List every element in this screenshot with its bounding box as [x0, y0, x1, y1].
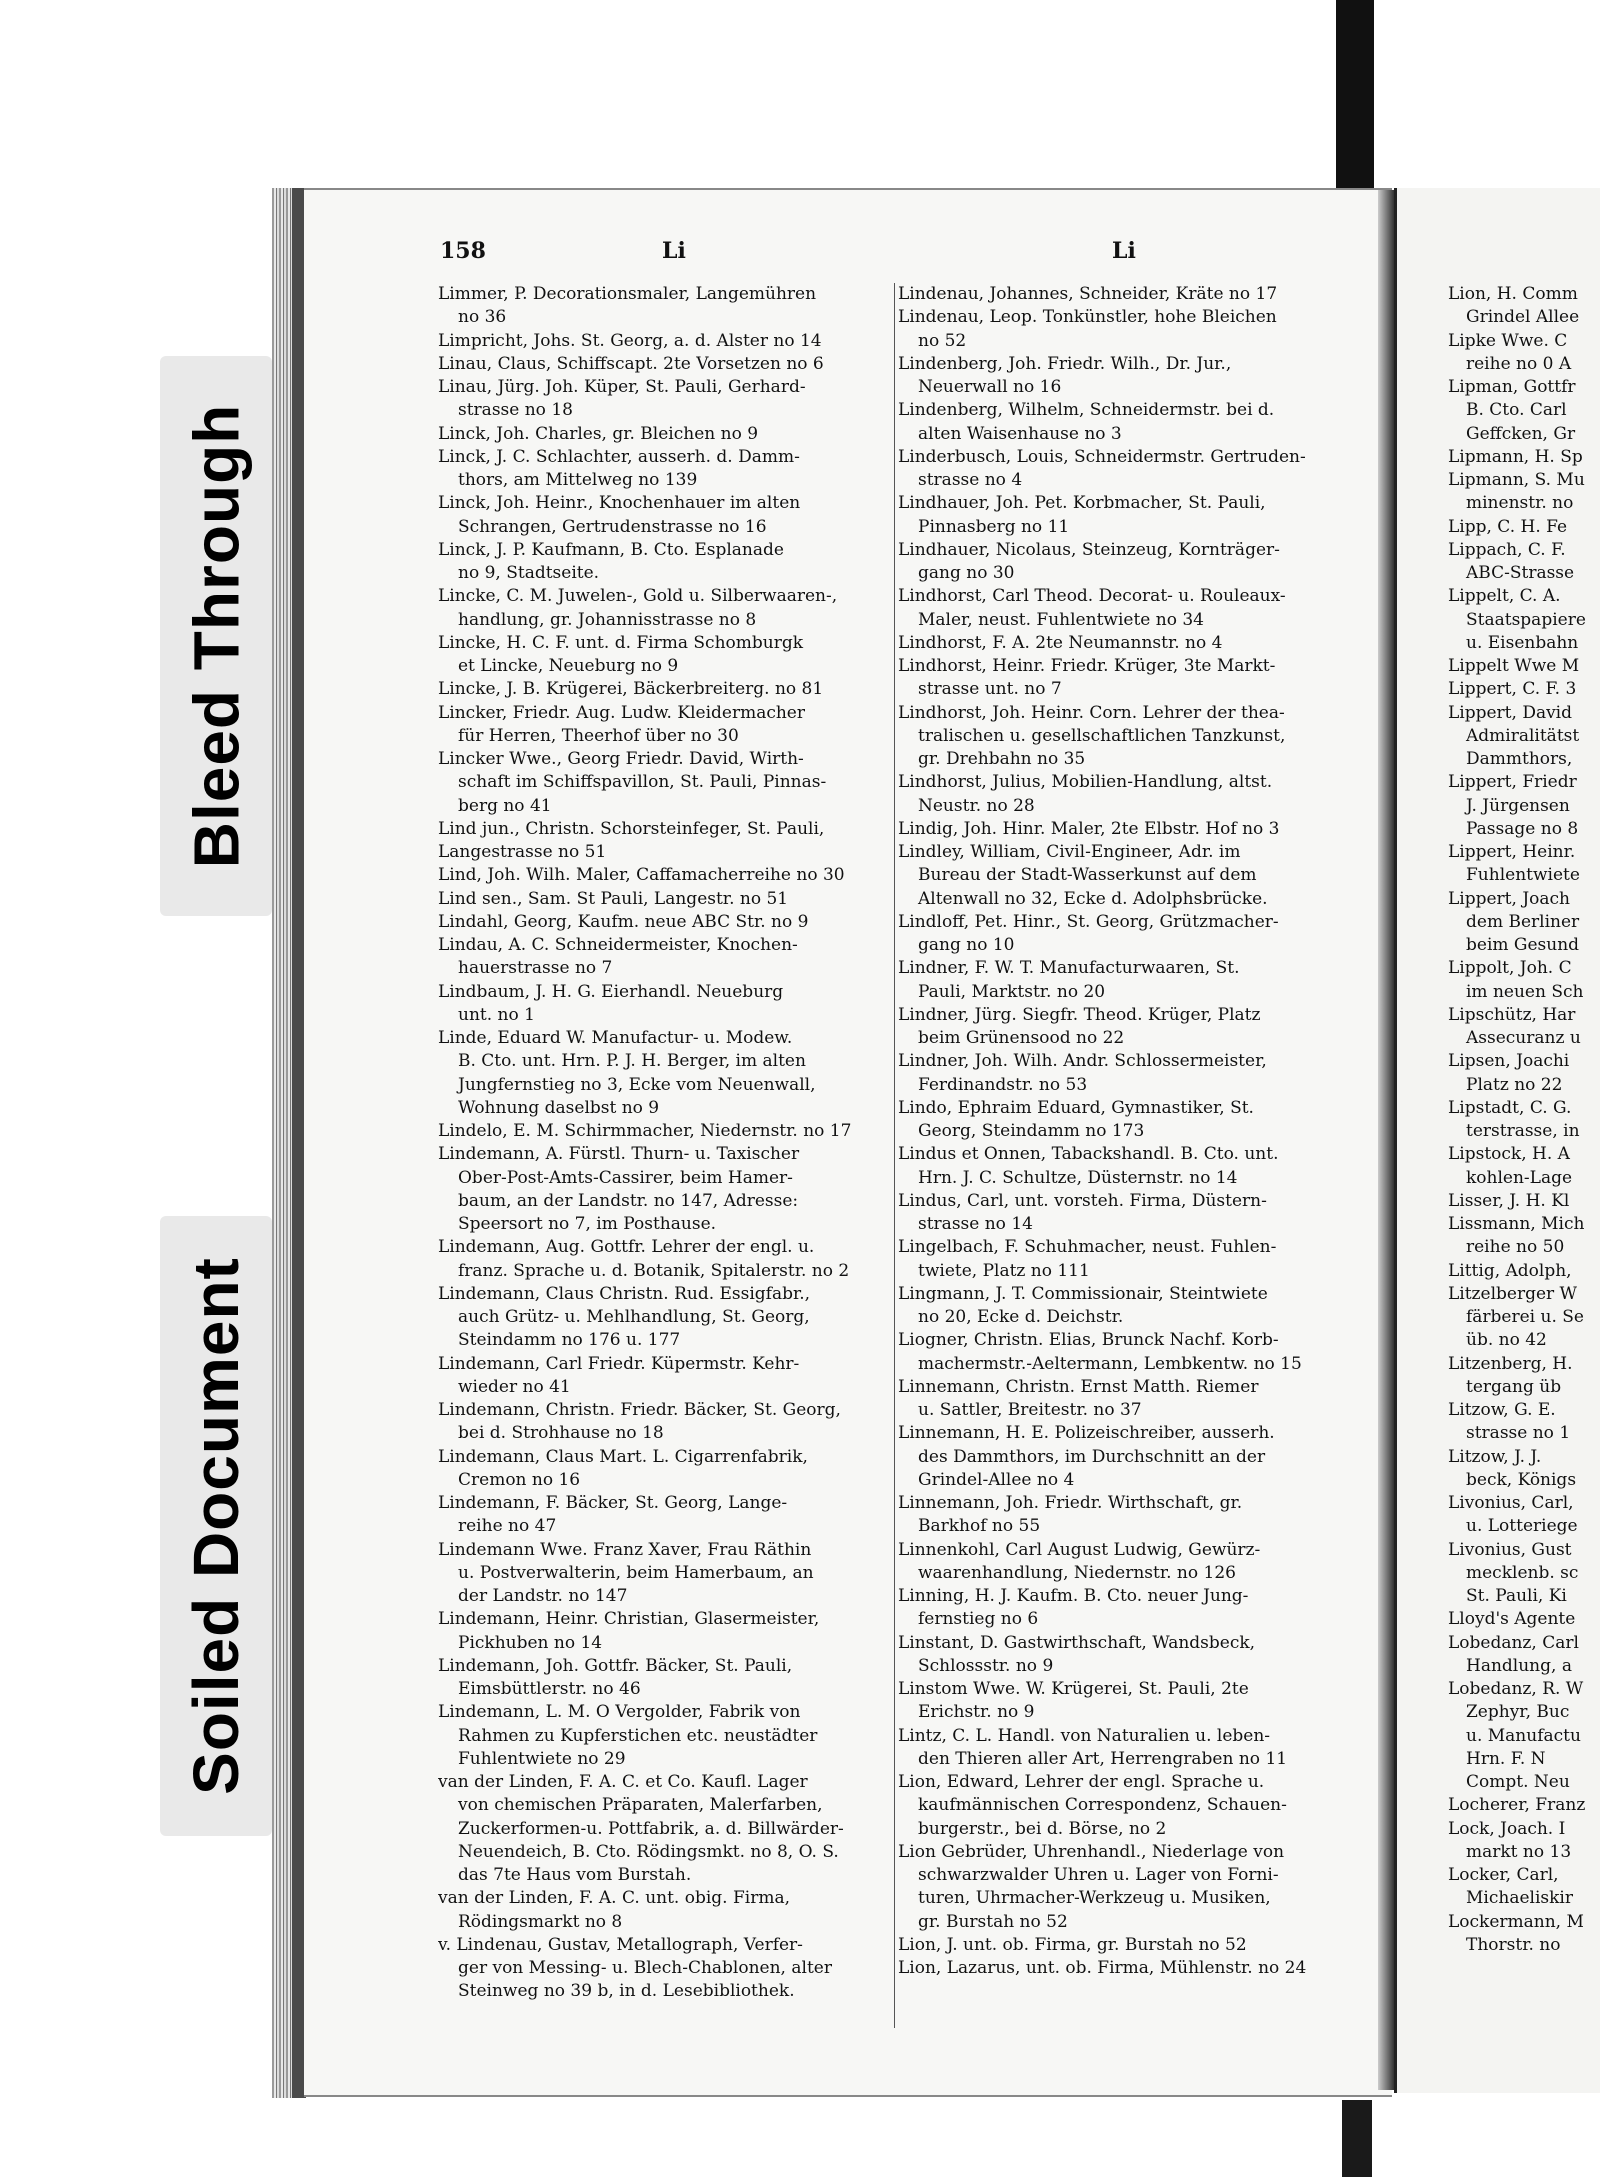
adjacent-page-line: Admiralitätst: [1466, 725, 1580, 746]
bleed-through-stamp: [160, 356, 272, 916]
directory-line: machermstr.-Aeltermann, Lembkentw. no 15: [918, 1353, 1302, 1374]
page-header: [440, 238, 1340, 278]
directory-line: Lion, Edward, Lehrer der engl. Sprache u.: [898, 1772, 1265, 1792]
directory-line: Lindley, William, Civil-Engineer, Adr. im: [898, 842, 1241, 862]
directory-line: bei d. Strohhause no 18: [458, 1423, 664, 1444]
adjacent-page-line: St. Pauli, Ki: [1466, 1586, 1567, 1606]
directory-line: Linau, Jürg. Joh. Küper, St. Pauli, Gerhard-: [438, 377, 806, 397]
directory-line: Steinweg no 39 b, in d. Lesebibliothek.: [458, 1981, 795, 2002]
adjacent-page-line: Lippach, C. F.: [1448, 539, 1566, 560]
directory-line: gr. Burstah no 52: [918, 1911, 1068, 1932]
directory-line: Rahmen zu Kupferstichen etc. neustädter: [458, 1725, 818, 1746]
directory-line: Lindus et Onnen, Tabackshandl. B. Cto. unt.: [898, 1144, 1279, 1165]
directory-line: Lind jun., Christn. Schorsteinfeger, St. Pauli,: [438, 818, 825, 839]
directory-line: Altenwall no 32, Ecke d. Adolphsbrücke.: [918, 888, 1268, 909]
directory-line: Linnemann, H. E. Polizeischreiber, ausserh.: [898, 1423, 1275, 1444]
directory-line: Lincke, J. B. Krügerei, Bäckerbreiterg. no 81: [438, 679, 824, 700]
directory-line: für Herren, Theerhof über no 30: [458, 725, 739, 746]
directory-line: Lindemann, Claus Christn. Rud. Essigfabr.,: [438, 1283, 811, 1304]
adjacent-page-line: J. Jürgensen: [1466, 795, 1570, 816]
directory-line: gang no 10: [918, 935, 1015, 955]
directory-line: Pinnasberg no 11: [918, 516, 1070, 537]
archive-tab-top: [1336, 0, 1374, 200]
directory-line: Linnenkohl, Carl August Ludwig, Gewürz-: [898, 1539, 1261, 1560]
directory-line: kaufmännischen Correspondenz, Schauen-: [918, 1795, 1287, 1816]
adjacent-page-line: Lippert, C. F. 3: [1448, 679, 1577, 700]
directory-line: Lindemann Wwe. Franz Xaver, Frau Räthin: [438, 1539, 812, 1560]
directory-line: Lindo, Ephraim Eduard, Gymnastiker, St.: [898, 1097, 1254, 1118]
adjacent-page-line: färberei u. Se: [1466, 1307, 1584, 1327]
adjacent-page-line: Lisser, J. H. Kl: [1448, 1190, 1570, 1211]
directory-line: Lingelbach, F. Schuhmacher, neust. Fuhlen-: [898, 1237, 1277, 1258]
directory-line: Lindemann, F. Bäcker, St. Georg, Lange-: [438, 1493, 788, 1513]
directory-line: Barkhof no 55: [918, 1516, 1041, 1537]
directory-line: Lindloff, Pet. Hinr., St. Georg, Grützmacher-: [898, 911, 1279, 932]
adjacent-page-line: im neuen Sch: [1466, 981, 1584, 1002]
directory-line: Liogner, Christn. Elias, Brunck Nachf. Korb-: [898, 1330, 1279, 1351]
adjacent-page-line: u. Manufactu: [1466, 1725, 1581, 1746]
adjacent-page-line: Lippert, Joach: [1448, 888, 1570, 909]
directory-line: schaft im Schiffspavillon, St. Pauli, Pinnas-: [458, 772, 827, 793]
directory-line: Georg, Steindamm no 173: [918, 1121, 1145, 1141]
adjacent-page-column: [1448, 283, 1600, 1957]
directory-line: strasse no 18: [458, 400, 573, 421]
directory-line: Lingmann, J. T. Commissionair, Steintwiete: [898, 1283, 1268, 1304]
adjacent-page-line: Grindel Allee: [1466, 307, 1580, 328]
adjacent-page-line: dem Berliner: [1466, 911, 1580, 932]
directory-line: Lindhorst, Julius, Mobilien-Handlung, altst.: [898, 772, 1273, 793]
soiled-document-stamp: [160, 1216, 272, 1836]
directory-line: Linstom Wwe. W. Krügerei, St. Pauli, 2te: [898, 1679, 1249, 1699]
directory-line: Zuckerformen-u. Pottfabrik, a. d. Billwärder-: [458, 1818, 844, 1839]
adjacent-page-line: Lipke Wwe. C: [1448, 330, 1568, 351]
adjacent-page-line: Lippert, David: [1448, 702, 1573, 723]
running-head-right: Li: [1112, 238, 1136, 264]
directory-line: Rödingsmarkt no 8: [458, 1911, 623, 1932]
directory-line: Langestrasse no 51: [438, 842, 607, 862]
directory-line: schwarzwalder Uhren u. Lager von Forni-: [918, 1865, 1279, 1885]
directory-line: gr. Drehbahn no 35: [918, 749, 1086, 769]
directory-line: turen, Uhrmacher-Werkzeug u. Musiken,: [918, 1888, 1271, 1909]
adjacent-page-line: B. Cto. Carl: [1466, 400, 1567, 421]
directory-line: Lincker Wwe., Georg Friedr. David, Wirth-: [438, 749, 804, 769]
directory-line: Lindemann, Joh. Gottfr. Bäcker, St. Pauli,: [438, 1655, 793, 1676]
adjacent-page-line: Lipschütz, Har: [1448, 1004, 1576, 1025]
directory-line: Speersort no 7, im Posthause.: [458, 1214, 717, 1234]
adjacent-page-line: Staatspapiere: [1466, 609, 1586, 630]
directory-line: Lind, Joh. Wilh. Maler, Caffamacherreihe no 30: [438, 865, 845, 886]
directory-line: Neustr. no 28: [918, 795, 1035, 816]
adjacent-page-line: Lipsen, Joachi: [1448, 1051, 1570, 1072]
running-head-left: Li: [662, 238, 686, 264]
directory-line: Grindel-Allee no 4: [918, 1469, 1075, 1490]
directory-line: Schlossstr. no 9: [918, 1655, 1054, 1676]
directory-line: Lindner, Jürg. Siegfr. Theod. Krüger, Platz: [898, 1004, 1261, 1025]
bleed-through-label: Bleed Through: [180, 403, 252, 869]
directory-line: no 52: [918, 330, 967, 351]
directory-line: baum, an der Landstr. no 147, Adresse:: [458, 1190, 799, 1211]
adjacent-page-line: Lippelt Wwe M: [1448, 656, 1580, 676]
directory-line: Lindner, Joh. Wilh. Andr. Schlossermeister,: [898, 1051, 1267, 1072]
adjacent-page-line: markt no 13: [1466, 1841, 1572, 1862]
adjacent-page-line: Litzow, J. J.: [1448, 1446, 1542, 1467]
directory-line: Linstant, D. Gastwirthschaft, Wandsbeck,: [898, 1632, 1256, 1653]
adjacent-page-line: minenstr. no: [1466, 493, 1574, 514]
directory-line: Lincke, H. C. F. unt. d. Firma Schomburgk: [438, 632, 804, 653]
adjacent-page-line: Passage no 8: [1466, 818, 1579, 839]
adjacent-page-line: Hrn. F. N: [1466, 1748, 1546, 1769]
adjacent-page-line: Lipstadt, C. G.: [1448, 1097, 1572, 1118]
directory-line: Lion, Lazarus, unt. ob. Firma, Mühlenstr. no 24: [898, 1958, 1307, 1978]
adjacent-page-line: Lipman, Gottfr: [1448, 377, 1576, 397]
directory-line: alten Waisenhause no 3: [918, 423, 1122, 444]
column-divider: [894, 283, 895, 2028]
directory-line: Lion Gebrüder, Uhrenhandl., Niederlage von: [898, 1841, 1285, 1862]
directory-line: Bureau der Stadt-Wasserkunst auf dem: [918, 865, 1257, 886]
directory-line: Lind sen., Sam. St Pauli, Langestr. no 51: [438, 888, 789, 909]
directory-line: Limpricht, Johs. St. Georg, a. d. Alster no 14: [438, 330, 822, 351]
directory-line: Hrn. J. C. Schultze, Düsternstr. no 14: [918, 1167, 1238, 1188]
adjacent-page-line: u. Lotteriege: [1466, 1516, 1578, 1537]
adjacent-page-line: Lippelt, C. A.: [1448, 586, 1561, 607]
directory-line: das 7te Haus vom Burstah.: [458, 1865, 692, 1885]
directory-line: Lindahl, Georg, Kaufm. neue ABC Str. no 9: [438, 911, 809, 932]
adjacent-page-line: Michaeliskir: [1466, 1888, 1573, 1909]
directory-line: waarenhandlung, Niedernstr. no 126: [918, 1562, 1236, 1583]
adjacent-page-line: Locker, Carl,: [1448, 1865, 1559, 1885]
directory-line: Fuhlentwiete no 29: [458, 1748, 626, 1769]
directory-line: Lindus, Carl, unt. vorsteh. Firma, Düstern-: [898, 1190, 1267, 1211]
directory-line: Ferdinandstr. no 53: [918, 1074, 1088, 1095]
adjacent-page-line: kohlen-Lage: [1466, 1167, 1573, 1188]
directory-line: Pauli, Marktstr. no 20: [918, 981, 1106, 1002]
adjacent-page-line: Litzenberg, H.: [1448, 1353, 1573, 1374]
adjacent-page-line: ABC-Strasse: [1466, 563, 1575, 583]
soiled-document-label: Soiled Document: [180, 1257, 252, 1795]
adjacent-page-line: Litzow, G. E.: [1448, 1400, 1556, 1420]
directory-line: Lindhorst, Carl Theod. Decorat- u. Rouleaux-: [898, 586, 1286, 607]
archive-tab-bottom: [1342, 2100, 1372, 2177]
directory-line: Lindig, Joh. Hinr. Maler, 2te Elbstr. Hof no 3: [898, 818, 1280, 839]
adjacent-page-line: Littig, Adolph,: [1448, 1260, 1572, 1281]
directory-line: v. Lindenau, Gustav, Metallograph, Verfer-: [438, 1934, 803, 1955]
directory-line: Lindner, F. W. T. Manufacturwaaren, St.: [898, 958, 1240, 979]
adjacent-page-line: tergang üb: [1466, 1376, 1562, 1397]
directory-line: Lindenberg, Joh. Friedr. Wilh., Dr. Jur.,: [898, 353, 1232, 374]
directory-line: Maler, neust. Fuhlentwiete no 34: [918, 609, 1204, 630]
directory-line: twiete, Platz no 111: [918, 1260, 1090, 1281]
directory-line: reihe no 47: [458, 1516, 557, 1537]
adjacent-page-line: Platz no 22: [1466, 1074, 1563, 1095]
adjacent-page-line: Lobedanz, Carl: [1448, 1632, 1579, 1653]
adjacent-page-line: Livonius, Carl,: [1448, 1493, 1574, 1513]
directory-line: Neuerwall no 16: [918, 377, 1062, 397]
directory-line: Neuendeich, B. Cto. Rödingsmkt. no 8, O. S.: [458, 1841, 839, 1862]
directory-line: den Thieren aller Art, Herrengraben no 11: [918, 1748, 1288, 1769]
directory-line: no 20, Ecke d. Deichstr.: [918, 1307, 1124, 1327]
directory-line: berg no 41: [458, 795, 552, 816]
adjacent-page-line: reihe no 0 A: [1466, 353, 1572, 374]
directory-line: no 36: [458, 307, 507, 328]
directory-line: franz. Sprache u. d. Botanik, Spitalerstr. no 2: [458, 1260, 850, 1281]
directory-line: strasse no 4: [918, 470, 1023, 490]
directory-line: strasse unt. no 7: [918, 679, 1062, 700]
adjacent-page-line: Lockermann, M: [1448, 1911, 1584, 1932]
adjacent-page-line: Geffcken, Gr: [1466, 423, 1576, 444]
directory-line: Lindemann, Claus Mart. L. Cigarrenfabrik,: [438, 1446, 808, 1467]
adjacent-page-line: Litzelberger W: [1448, 1283, 1578, 1304]
adjacent-page-line: Lloyd's Agente: [1448, 1609, 1576, 1630]
directory-line: Linning, H. J. Kaufm. B. Cto. neuer Jung-: [898, 1586, 1249, 1606]
directory-line: Linck, J. C. Schlachter, ausserh. d. Damm-: [438, 446, 800, 467]
directory-line: Limmer, P. Decorationsmaler, Langemühren: [438, 284, 817, 304]
adjacent-page-line: Lipmann, S. Mu: [1448, 470, 1585, 490]
adjacent-page-line: Lissmann, Mich: [1448, 1214, 1585, 1234]
directory-line: van der Linden, F. A. C. unt. obig. Firma,: [438, 1888, 790, 1909]
directory-line: no 9, Stadtseite.: [458, 563, 600, 583]
directory-line: Lindemann, A. Fürstl. Thurn- u. Taxischer: [438, 1144, 800, 1165]
adjacent-page-line: üb. no 42: [1466, 1330, 1547, 1351]
adjacent-page-line: Lippolt, Joh. C: [1448, 958, 1572, 979]
adjacent-page-line: reihe no 50: [1466, 1237, 1565, 1258]
adjacent-page-line: Lipstock, H. A: [1448, 1144, 1570, 1165]
directory-line: wieder no 41: [458, 1376, 571, 1397]
adjacent-page-line: Fuhlentwiete: [1466, 865, 1580, 886]
adjacent-page-line: Zephyr, Buc: [1466, 1702, 1570, 1723]
directory-line: Schrangen, Gertrudenstrasse no 16: [458, 516, 767, 537]
directory-line: Lindhauer, Nicolaus, Steinzeug, Kornträger-: [898, 539, 1280, 560]
adjacent-page-line: terstrasse, in: [1466, 1121, 1580, 1141]
adjacent-page-line: Assecuranz u: [1466, 1028, 1581, 1048]
directory-line: Lincker, Friedr. Aug. Ludw. Kleidermacher: [438, 702, 805, 723]
directory-line: Erichstr. no 9: [918, 1702, 1035, 1723]
adjacent-page-line: Lock, Joach. I: [1448, 1818, 1566, 1839]
directory-line: der Landstr. no 147: [458, 1586, 628, 1606]
directory-line: Eimsbüttlerstr. no 46: [458, 1679, 641, 1699]
directory-line: Linau, Claus, Schiffscapt. 2te Vorsetzen no 6: [438, 353, 824, 374]
directory-line: B. Cto. unt. Hrn. P. J. H. Berger, im alten: [458, 1051, 806, 1072]
directory-line: Ober-Post-Amts-Cassirer, beim Hamer-: [458, 1167, 793, 1188]
directory-line: Lindenberg, Wilhelm, Schneidermstr. bei d.: [898, 400, 1275, 421]
adjacent-page-line: mecklenb. sc: [1466, 1562, 1579, 1583]
directory-line: Lincke, C. M. Juwelen-, Gold u. Silberwaaren-,: [438, 586, 838, 607]
directory-line: von chemischen Präparaten, Malerfarben,: [458, 1795, 823, 1816]
directory-line: auch Grütz- u. Mehlhandlung, St. Georg,: [458, 1307, 810, 1327]
directory-line: u. Sattler, Breitestr. no 37: [918, 1400, 1142, 1420]
directory-line: burgerstr., bei d. Börse, no 2: [918, 1818, 1167, 1839]
directory-line: Cremon no 16: [458, 1469, 581, 1490]
directory-line: Linnemann, Joh. Friedr. Wirthschaft, gr.: [898, 1493, 1243, 1513]
directory-line: Lindbaum, J. H. G. Eierhandl. Neueburg: [438, 981, 784, 1002]
directory-line: strasse no 14: [918, 1214, 1033, 1234]
directory-line: Linnemann, Christn. Ernst Matth. Riemer: [898, 1376, 1259, 1397]
directory-line: Linck, Joh. Heinr., Knochenhauer im alten: [438, 493, 801, 514]
directory-line: hauerstrasse no 7: [458, 958, 613, 979]
directory-line: Jungfernstieg no 3, Ecke vom Neuenwall,: [458, 1074, 816, 1095]
directory-line: unt. no 1: [458, 1004, 535, 1025]
directory-line: Lindhorst, F. A. 2te Neumannstr. no 4: [898, 632, 1223, 653]
adjacent-page-line: Lion, H. Comm: [1448, 284, 1578, 304]
directory-line: Linck, J. P. Kaufmann, B. Cto. Esplanade: [438, 539, 784, 560]
directory-line: thors, am Mittelweg no 139: [458, 470, 698, 490]
adjacent-page-line: Lippert, Heinr.: [1448, 842, 1576, 862]
directory-line: Linderbusch, Louis, Schneidermstr. Gertruden-: [898, 446, 1306, 467]
directory-line: Lindenau, Johannes, Schneider, Kräte no 17: [898, 284, 1278, 304]
directory-line: gang no 30: [918, 563, 1015, 583]
directory-line: Linck, Joh. Charles, gr. Bleichen no 9: [438, 423, 759, 444]
directory-line: Lindau, A. C. Schneidermeister, Knochen-: [438, 935, 798, 955]
directory-line: Lindenau, Leop. Tonkünstler, hohe Bleichen: [898, 307, 1277, 328]
left-column: [438, 283, 892, 2004]
adjacent-page-line: Handlung, a: [1466, 1655, 1572, 1676]
adjacent-page-line: Thorstr. no: [1466, 1934, 1561, 1955]
directory-line: Lion, J. unt. ob. Firma, gr. Burstah no 52: [898, 1934, 1247, 1955]
adjacent-page-line: Lipmann, H. Sp: [1448, 446, 1583, 467]
directory-line: ger von Messing- u. Blech-Chablonen, alter: [458, 1958, 832, 1978]
directory-line: Lindemann, Christn. Friedr. Bäcker, St. Georg,: [438, 1400, 841, 1420]
directory-line: Lindhorst, Joh. Heinr. Corn. Lehrer der thea-: [898, 702, 1285, 723]
gutter-shadow: [1378, 190, 1394, 2090]
directory-line: Lindemann, L. M. O Vergolder, Fabrik von: [438, 1702, 801, 1723]
directory-line: tralischen u. gesellschaftlichen Tanzkunst,: [918, 725, 1286, 746]
adjacent-page-line: Locherer, Franz: [1448, 1795, 1586, 1816]
adjacent-page-line: strasse no 1: [1466, 1423, 1571, 1444]
adjacent-page-line: Lobedanz, R. W: [1448, 1679, 1584, 1699]
directory-line: fernstieg no 6: [918, 1609, 1039, 1630]
directory-line: van der Linden, F. A. C. et Co. Kaufl. Lager: [438, 1772, 808, 1792]
directory-line: Pickhuben no 14: [458, 1632, 603, 1653]
adjacent-page-line: Lipp, C. H. Fe: [1448, 516, 1568, 537]
directory-line: Lindelo, E. M. Schirmmacher, Niedernstr. no 17: [438, 1121, 852, 1141]
directory-line: handlung, gr. Johannisstrasse no 8: [458, 609, 757, 630]
directory-line: Lindhauer, Joh. Pet. Korbmacher, St. Pauli,: [898, 493, 1266, 514]
directory-line: Lindemann, Heinr. Christian, Glasermeister,: [438, 1609, 820, 1630]
directory-line: des Dammthors, im Durchschnitt an der: [918, 1446, 1266, 1467]
directory-line: Lindemann, Carl Friedr. Küpermstr. Kehr-: [438, 1353, 800, 1374]
adjacent-page-line: Lippert, Friedr: [1448, 772, 1577, 793]
directory-line: u. Postverwalterin, beim Hamerbaum, an: [458, 1562, 814, 1583]
adjacent-page-line: Dammthors,: [1466, 749, 1573, 769]
adjacent-page-line: beim Gesund: [1466, 935, 1580, 955]
directory-line: Lindemann, Aug. Gottfr. Lehrer der engl. u.: [438, 1237, 815, 1258]
directory-line: beim Grünensood no 22: [918, 1028, 1125, 1048]
directory-line: Wohnung daselbst no 9: [458, 1097, 660, 1118]
adjacent-page-line: beck, Königs: [1466, 1469, 1577, 1490]
adjacent-page-line: Compt. Neu: [1466, 1772, 1570, 1792]
directory-line: Lindhorst, Heinr. Friedr. Krüger, 3te Markt-: [898, 656, 1276, 676]
adjacent-page-line: Livonius, Gust: [1448, 1539, 1572, 1560]
directory-line: Steindamm no 176 u. 177: [458, 1330, 681, 1351]
directory-line: Linde, Eduard W. Manufactur- u. Modew.: [438, 1028, 793, 1048]
directory-line: Lintz, C. L. Handl. von Naturalien u. leben-: [898, 1725, 1271, 1746]
page-number: 158: [440, 238, 486, 264]
directory-line: et Lincke, Neueburg no 9: [458, 656, 679, 676]
right-column: [898, 283, 1346, 1980]
adjacent-page-line: u. Eisenbahn: [1466, 632, 1579, 653]
